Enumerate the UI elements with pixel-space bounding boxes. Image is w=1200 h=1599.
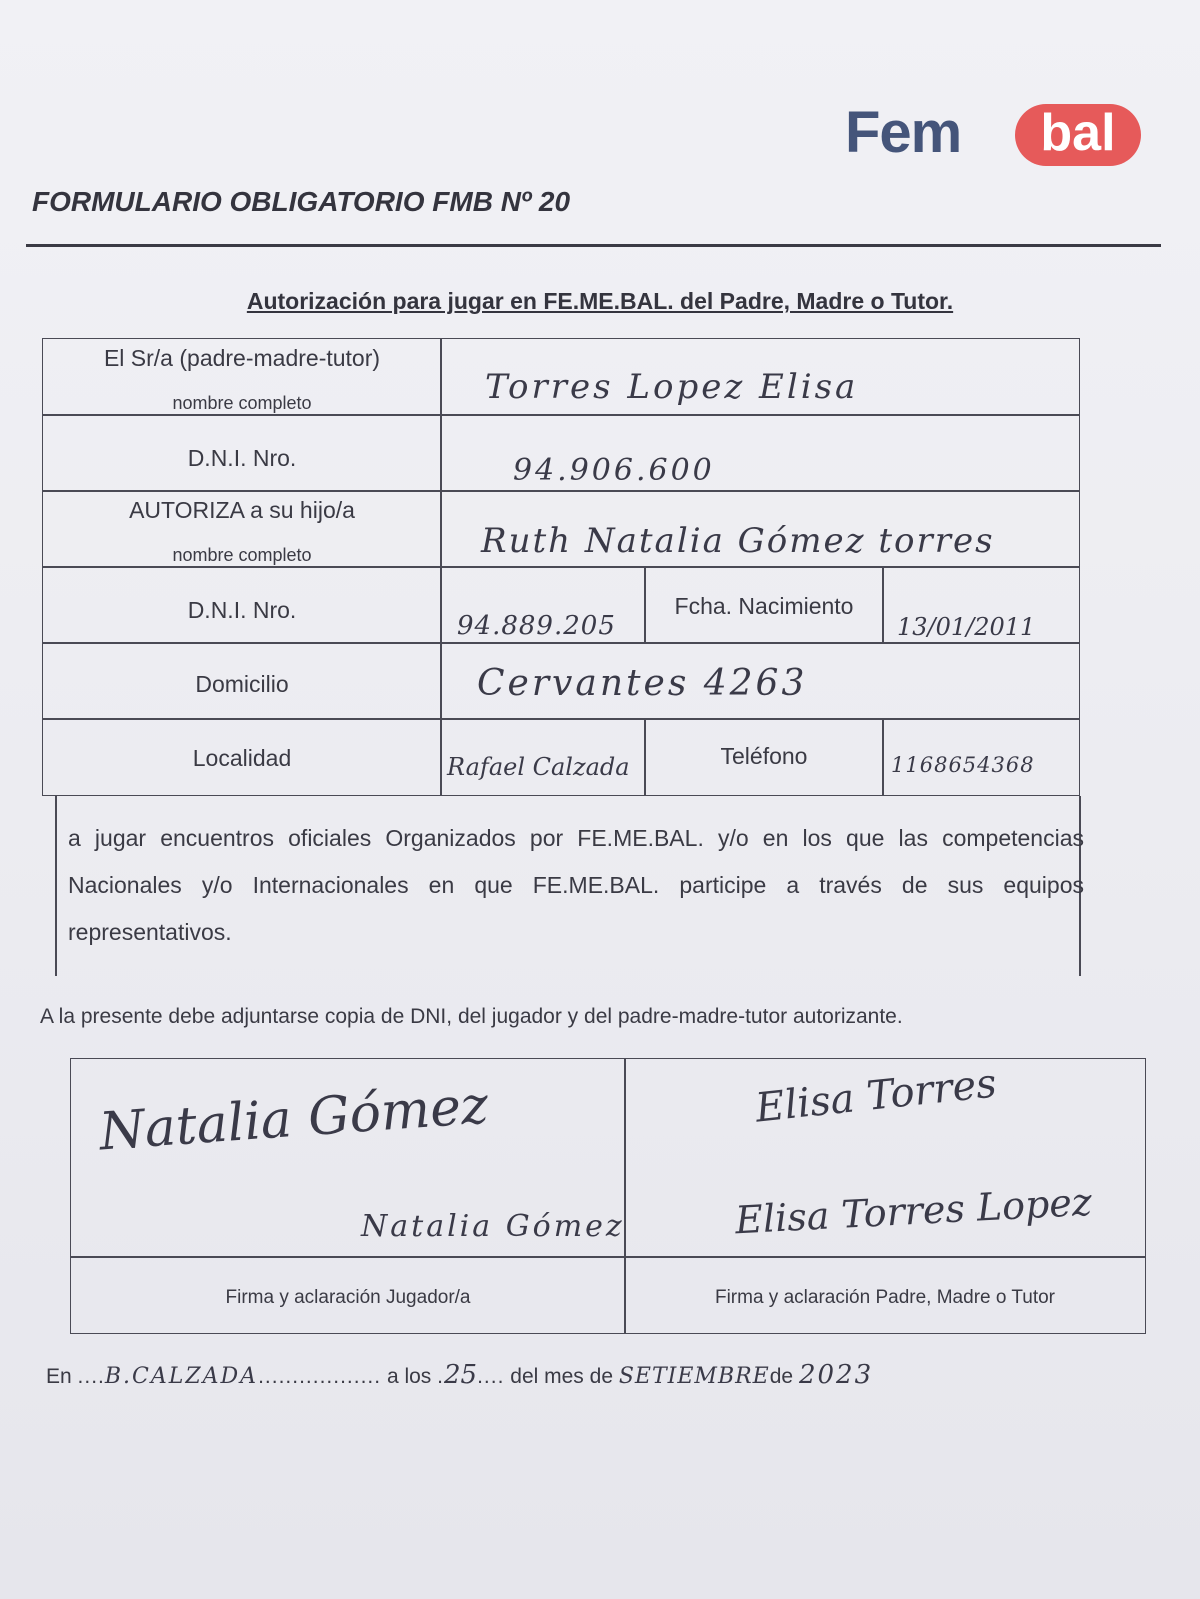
date-de-label: de — [769, 1365, 794, 1388]
attachment-note: A la presente debe adjuntarse copia de DNI, del jugador y del padre-madre-tutor autorizante. — [40, 1005, 903, 1028]
address-field[interactable] — [440, 642, 1080, 720]
femebal-logo — [845, 98, 1145, 178]
logo-text-part1: Fem — [845, 100, 962, 165]
birth-label-cell — [644, 566, 884, 644]
parent-dni-value: 94.906.600 — [513, 453, 715, 488]
form-subtitle: Autorización para jugar en FE.ME.BAL. del Padre, Madre o Tutor. — [246, 288, 954, 314]
parent-label-cell — [42, 338, 442, 416]
child-sublabel: nombre completo — [172, 545, 312, 565]
title-divider — [26, 244, 1161, 247]
birth-label: Fcha. Nacimiento — [674, 593, 854, 619]
child-label-cell — [42, 490, 442, 568]
address-value: Cervantes 4263 — [477, 663, 808, 704]
day-value[interactable]: 25 — [444, 1360, 478, 1390]
parent-name-field[interactable] — [440, 338, 1080, 416]
child-label: AUTORIZA a su hijo/a — [129, 497, 355, 523]
parent-clarification: Elisa Torres Lopez — [734, 1179, 1093, 1243]
player-signature: Natalia Gómez — [97, 1075, 491, 1163]
form-title: FORMULARIO OBLIGATORIO FMB Nº 20 — [32, 186, 571, 217]
parent-dni-label: D.N.I. Nro. — [187, 445, 297, 471]
authorization-paragraph: a jugar encuentros oficiales Organizados por FE.ME.BAL. y/o en los que las competencias Nacionales y/o Internacionales en que FE.ME.BAL. participe a través de sus equipos representativos. — [68, 825, 1084, 945]
phone-value: 1168654368 — [891, 753, 1035, 777]
phone-label-cell — [644, 718, 884, 796]
parent-dni-field[interactable] — [440, 414, 1080, 492]
date-alos-label: a los — [386, 1365, 432, 1388]
city-label-cell — [42, 718, 442, 796]
address-label: Domicilio — [195, 671, 289, 697]
parent-caption: Firma y aclaración Padre, Madre o Tutor — [714, 1287, 1056, 1308]
player-clarification: Natalia Gómez — [361, 1209, 625, 1244]
child-dni-label-cell — [42, 566, 442, 644]
city-field[interactable] — [440, 718, 646, 796]
phone-field[interactable] — [882, 718, 1080, 796]
parent-signature: Elisa Torres — [753, 1060, 999, 1132]
logo-text-part2: bal — [1015, 104, 1141, 166]
player-caption-cell — [70, 1256, 626, 1334]
child-dni-field[interactable] — [440, 566, 646, 644]
city-label: Localidad — [192, 745, 292, 771]
parent-dni-label-cell — [42, 414, 442, 492]
parent-signature-box[interactable] — [624, 1058, 1146, 1258]
phone-label: Teléfono — [720, 743, 808, 769]
place-value[interactable]: B.CALZADA — [104, 1364, 259, 1389]
date-line: En ....B.CALZADA.................. a los .25.... del mes de SETIEMBREde 2023 — [46, 1360, 874, 1390]
parent-name-value: Torres Lopez Elisa — [485, 367, 859, 407]
address-label-cell — [42, 642, 442, 720]
year-value[interactable]: 2023 — [798, 1360, 874, 1390]
month-value[interactable]: SETIEMBRE — [618, 1364, 770, 1389]
child-dni-label: D.N.I. Nro. — [187, 597, 297, 623]
child-dni-value: 94.889.205 — [457, 611, 616, 641]
parent-label: El Sr/a (padre-madre-tutor) — [103, 345, 381, 371]
city-value: Rafael Calzada — [447, 753, 630, 781]
birth-date-value: 13/01/2011 — [897, 613, 1036, 641]
birth-date-field[interactable] — [882, 566, 1080, 644]
player-signature-box[interactable] — [70, 1058, 626, 1258]
date-month-label: del mes de — [510, 1365, 614, 1388]
parent-sublabel: nombre completo — [172, 393, 312, 413]
paragraph-left-border — [55, 796, 57, 976]
child-name-field[interactable] — [440, 490, 1080, 568]
child-name-value: Ruth Natalia Gómez torres — [481, 521, 995, 561]
parent-caption-cell — [624, 1256, 1146, 1334]
player-caption: Firma y aclaración Jugador/a — [225, 1287, 471, 1308]
date-en-label: En — [46, 1365, 72, 1388]
